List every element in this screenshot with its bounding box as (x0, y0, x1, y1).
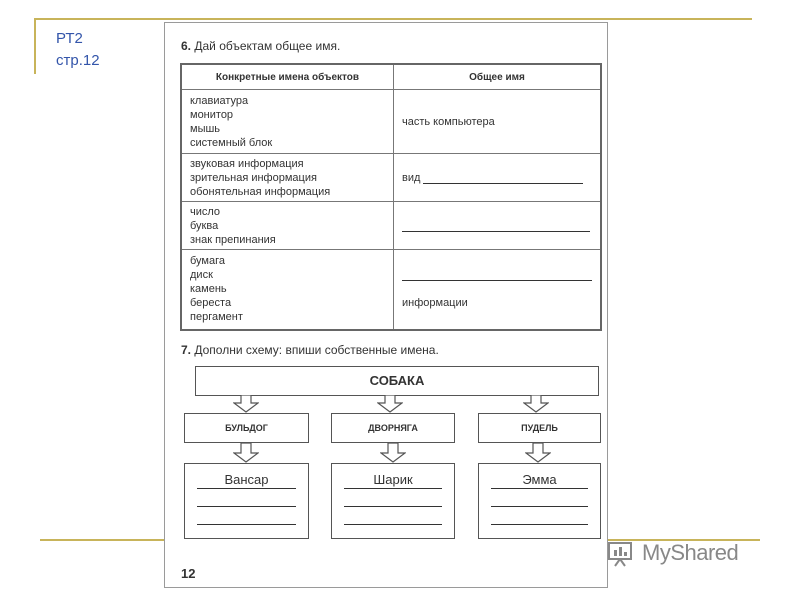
name-box-mongrel[interactable] (331, 463, 455, 539)
list-item: знак препинания (190, 233, 276, 246)
list-item: системный блок (190, 136, 273, 149)
answer-blank-line (344, 488, 442, 489)
answer-prefix: вид (402, 171, 421, 184)
scheme-root-label: СОБАКА (369, 373, 425, 388)
chart-board-icon (606, 538, 636, 568)
table-header-row (181, 64, 601, 90)
dog-name: Эмма (522, 472, 557, 487)
task7-heading (181, 343, 439, 357)
task6-text: Дай объектам общее имя. (194, 39, 341, 53)
breed-box-poodle (478, 413, 601, 443)
answer-text: часть компьютера (402, 115, 495, 128)
list-item: монитор (190, 108, 234, 121)
task7-text: Дополни схему: впиши собственные имена. (194, 343, 439, 357)
answer-blank-line (197, 488, 296, 489)
answer-blank-line (491, 524, 588, 525)
arrow-down-icon (525, 443, 551, 463)
table-row (181, 250, 601, 330)
list-item: зрительная информация (190, 171, 317, 184)
task6-number: 6. (181, 39, 192, 53)
task6-heading (181, 39, 340, 53)
table-row (181, 90, 601, 154)
answer-blank-line (344, 506, 442, 507)
list-item: камень (190, 283, 227, 296)
slide-label-page: стр.12 (56, 52, 100, 69)
row-items (181, 202, 394, 250)
logo-text: MyShared (642, 540, 739, 565)
breed-label: БУЛЬДОГ (225, 423, 268, 433)
slide-left-rule (34, 18, 36, 74)
answer-blank-line (197, 506, 296, 507)
row-answer[interactable] (394, 90, 602, 154)
arrow-down-icon (380, 443, 406, 463)
header-specific-names: Конкретные имена объектов (181, 64, 394, 90)
list-item: береста (190, 297, 232, 310)
answer-suffix: информации (402, 297, 468, 310)
workbook-page (164, 22, 608, 588)
page-number: 12 (181, 566, 196, 581)
task7-number: 7. (181, 343, 192, 357)
answer-blank-line[interactable] (402, 230, 590, 232)
list-item: звуковая информация (190, 157, 304, 170)
scheme-root-box (195, 366, 599, 396)
list-item: число (190, 205, 221, 218)
list-item: буква (190, 219, 219, 232)
answer-blank-line[interactable] (423, 182, 583, 184)
list-item: клавиатура (190, 94, 249, 107)
row-answer[interactable] (394, 250, 602, 330)
row-answer[interactable] (394, 202, 602, 250)
list-item: диск (190, 269, 213, 282)
header-common-name: Общее имя (394, 64, 602, 90)
task6-table (180, 63, 602, 331)
breed-label: ПУДЕЛЬ (521, 423, 558, 433)
row-items (181, 250, 394, 330)
arrow-down-icon (233, 395, 259, 413)
row-items (181, 154, 394, 202)
breed-box-bulldog (184, 413, 309, 443)
arrow-down-icon (377, 395, 403, 413)
name-box-bulldog[interactable] (184, 463, 309, 539)
myshared-logo (606, 538, 738, 568)
arrow-down-icon (523, 395, 549, 413)
answer-blank-line (491, 506, 588, 507)
row-items (181, 90, 394, 154)
breed-label: ДВОРНЯГА (368, 423, 418, 433)
list-item: мышь (190, 122, 221, 135)
table-row (181, 154, 601, 202)
answer-blank-line (344, 524, 442, 525)
answer-blank-line (491, 488, 588, 489)
table-row (181, 202, 601, 250)
answer-blank-line (197, 524, 296, 525)
list-item: обонятельная информация (190, 185, 331, 198)
dog-name: Вансар (224, 472, 269, 487)
slide-top-rule (34, 18, 752, 20)
dog-name: Шарик (373, 472, 413, 487)
arrow-down-icon (233, 443, 259, 463)
breed-box-mongrel (331, 413, 455, 443)
name-box-poodle[interactable] (478, 463, 601, 539)
list-item: пергамент (190, 311, 243, 324)
slide-label-workbook: РТ2 (56, 30, 83, 47)
row-answer[interactable] (394, 154, 602, 202)
answer-blank-line[interactable] (402, 279, 592, 281)
list-item: бумага (190, 255, 226, 268)
